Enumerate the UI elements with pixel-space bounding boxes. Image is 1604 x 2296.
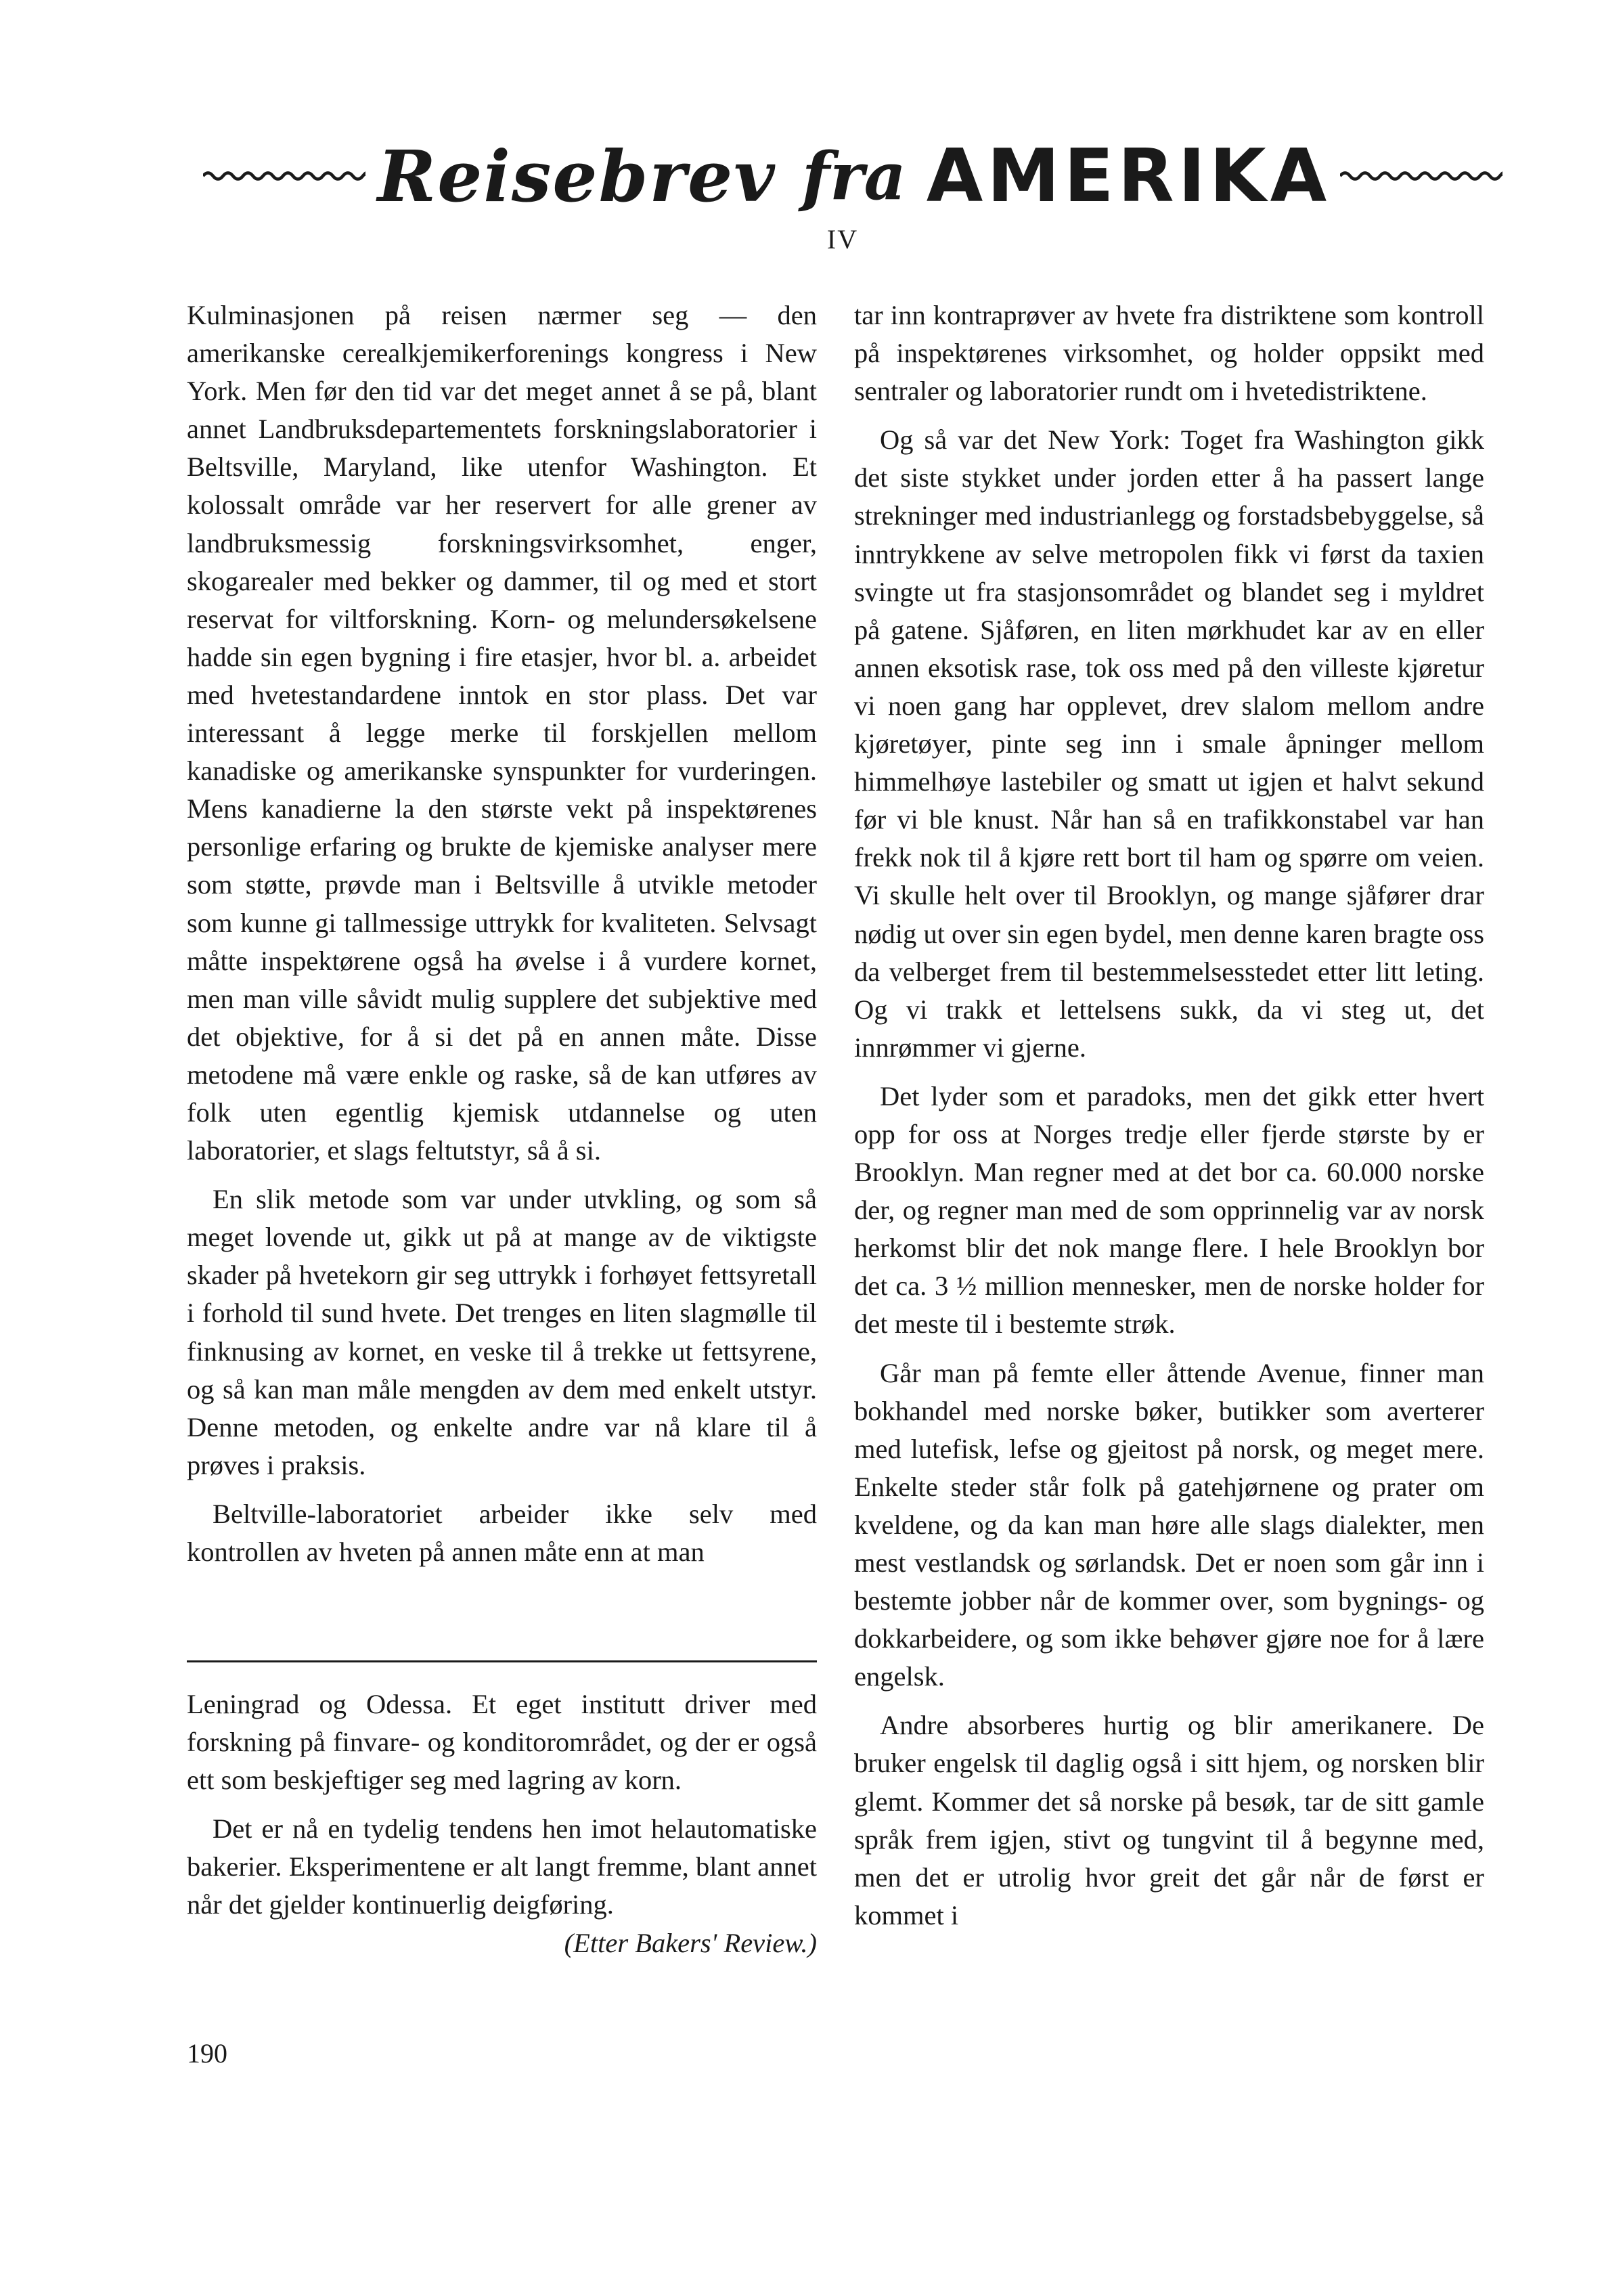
page-number: 190: [187, 2038, 227, 2069]
left-column-bottom: [187, 1685, 817, 1962]
title-script-word: Reisebrev: [377, 134, 776, 218]
paragraph: Beltville-laboratoriet arbeider ikke selv med kontrollen av hveten på annen måte enn at man: [187, 1498, 817, 1567]
paragraph: Og så var det New York: Toget fra Washington gikk det siste stykket under jorden etter å ha passert lange strekninger med industrianlegg og forstadsbebyggelse, så inntrykkene av selve metropolen fikk vi først da taxien svingte ut fra stasjonsområdet og blandet seg i myldret på gatene. Sjåføren, en liten mørkhudet kar av en eller annen eksotisk rase, tok oss med på den villeste kjøretur vi noen gang har opplevet, drev slalom mellom andre kjøretøyer, pinte seg inn i smale åpninger mellom himmelhøye lastebiler og smatt ut igjen et halvt sekund før vi ble knust. Når han så en trafikkonstabel var han frekk nok til å kjøre rett bort til ham og spørre om veien. Vi skulle helt over til Brooklyn, og mange sjåfører drar nødig ut over sin egen bydel, men denne karen bragte oss da velberget frem til bestemmelsesstedet etter litt leting. Og vi trakk et lettelsens sukk, da vi steg ut, det innrømmer vi gjerne.: [854, 424, 1484, 1063]
paragraph: Det er nå en tydelig tendens hen imot helautomatiske bakerier. Eksperimentene er alt langt fremme, blant annet når det gjelder kontinuerlig deigføring.: [187, 1813, 817, 1920]
paragraph: tar inn kontraprøver av hvete fra distriktene som kontroll på inspektørenes virksomhet, og holder oppsikt med sentraler og laboratorier rundt om i hvetedistriktene.: [854, 300, 1484, 407]
column-divider-rule: [187, 1660, 817, 1662]
article-title: [203, 129, 1502, 223]
left-column-top: [187, 296, 817, 1571]
paragraph: Kulminasjonen på reisen nærmer seg — den amerikanske cerealkjemikerforenings kongress i New York. Men før den tid var det meget annet å se på, blant annet Landbruksdepartementets forskningslaboratorier i Beltsville, Maryland, like utenfor Washington. Et kolossalt område var her reservert for alle grener av landbruksmessig forskningsvirksomhet, enger, skogarealer med bekker og dammer, til og med et stort reservat for viltforskning. Korn- og melundersøkelsene hadde sin egen bygning i fire etasjer, hvor bl. a. arbeidet med hvetestandardene inntok en stor plass. Det var interessant å legge merke til forskjellen mellom kanadiske og amerikanske synspunkter for vurderingen. Mens kanadierne la den største vekt på inspektørenes personlige erfaring og brukte de kjemiske analyser mere som støtte, prøvde man i Beltsville å utvikle metoder som kunne gi tallmessige uttrykk for kvaliteten. Selvsagt måtte inspektørene også ha øvelse i å vurdere kornet, men man ville såvidt mulig supplere det subjektive med det objektive, for å si det på en annen måte. Disse metodene må være enkle og raske, så de kan utføres av folk uten egentlig kjemisk utdannelse og uten laboratorier, et slags feltutstyr, så å si.: [187, 300, 817, 1166]
paragraph: Det lyder som et paradoks, men det gikk etter hvert opp for oss at Norges tredje eller fjerde største by er Brooklyn. Man regner med at det bor ca. 60.000 norske der, og regner man med de som opprinnelig var av norsk herkomst blir det nok mange flere. I hele Brooklyn bor det ca. 3 ½ million mennesker, men de norske holder for det meste til i bestemte strøk.: [854, 1080, 1484, 1340]
paragraph: En slik metode som var under utvkling, og som så meget lovende ut, gikk ut på at mange av de viktigste skader på hvetekorn gir seg uttrykk i forhøyet fettsyretall i forhold til sund hvete. Det trenges en liten slagmølle til finknusing av kornet, en veske til å trekke ut fettsyrene, og så kan man måle mengden av dem med enkelt utstyr. Denne metoden, og enkelte andre var nå klare til å prøves i praksis.: [187, 1184, 817, 1480]
paragraph: Går man på femte eller åttende Avenue, finner man bokhandel med norske bøker, butikker som averterer med lutefisk, lefse og gjeitost på norsk, og meget mere. Enkelte steder står folk på gatehjørnene og prater om kveldene, og da kan man høre alle slags dialekter, men mest vestlandsk og sørlandsk. Det er noen som går inn i bestemte jobber når de kommer over, som bygnings- og dokkarbeidere, og som ikke behøver gjøre noe for å lære engelsk.: [854, 1357, 1484, 1692]
wave-ornament-left: [203, 168, 365, 184]
part-number: IV: [826, 224, 859, 255]
wave-ornament-right: [1340, 168, 1502, 184]
paragraph: Leningrad og Odessa. Et eget institutt driver med forskning på finvare- og konditorområdet, og der er også ett som beskjeftiger seg med lagring av korn.: [187, 1689, 817, 1796]
source-citation: (Etter Bakers' Review.): [564, 1927, 817, 1958]
title-fra-word: fra: [801, 137, 906, 215]
title-block-word: AMERIKA: [926, 133, 1331, 219]
right-column: [854, 296, 1484, 1935]
paragraph: Andre absorberes hurtig og blir amerikanere. De bruker engelsk til daglig også i sitt hjem, og norsken blir glemt. Kommer det så norske på besøk, tar de sitt gamle språk frem igjen, stivt og tungvint til å begynne med, men det er utrolig hvor greit det går når de først er kommet i: [854, 1710, 1484, 1930]
